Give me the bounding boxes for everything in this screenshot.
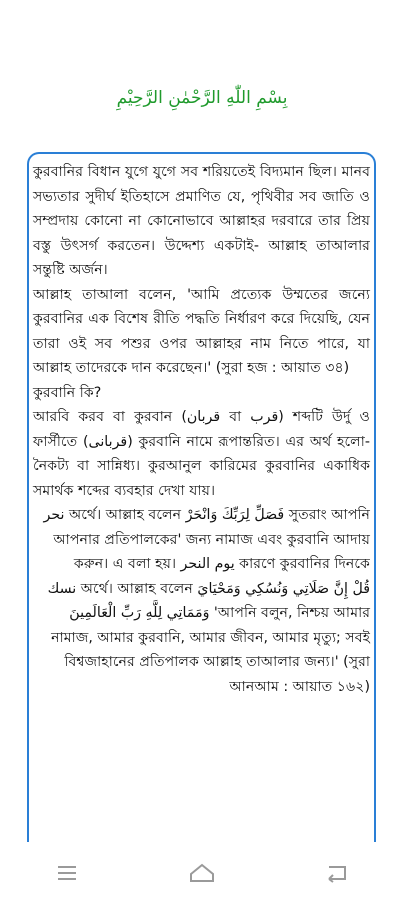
- menu-lines-icon: [56, 864, 78, 882]
- back-button[interactable]: [307, 853, 367, 893]
- home-icon: [188, 862, 216, 884]
- recent-apps-button[interactable]: [37, 853, 97, 893]
- home-button[interactable]: [172, 853, 232, 893]
- paragraph-quote: আল্লাহ তাআলা বলেন, 'আমি প্রত্যেক উম্মতের জন্যে কুরবানির এক বিশেষ রীতি পদ্ধতি নির্ধারণ করে দিয়েছি, যেন তারা ওই সব পশুর ওপর আল্লাহর নাম নিতে পারে, যা আল্লাহ তাদেরকে দান করেছেন।' (সুরা হজ : আয়াত ৩৪): [33, 286, 370, 376]
- section-heading: কুরবানি কি?: [33, 384, 102, 401]
- back-icon: [325, 863, 349, 883]
- paragraph-etymology: আরবি করব বা কুরবান (قربان বা قرب) শব্দটি উর্দু ও ফার্সীতে (قربانی) কুরবানি নামে রূপান্তরিত। এর অর্থ হলো-নৈকট্য বা সান্নিধ্য। কুরআনুল কারিমের কুরবানির একাধিক সমার্থক শব্দের ব্যবহার দেখা যায়।: [33, 409, 370, 499]
- paragraph-intro: কুরবানির বিধান যুগে যুগে সব শরিয়তেই বিদ্যমান ছিল। মানব সভ্যতার সুদীর্ঘ ইতিহাসে প্রমাণিত যে, পৃথিবীর সব জাতি ও সম্প্রদায় কোনো না কোনোভাবে আল্লাহর দরবারে তার প্রিয় বস্তু উৎসর্গ করতেন। উদ্দেশ্য একটাই- আল্লাহ তাআলার সন্তুষ্টি অর্জন।: [33, 164, 370, 278]
- system-nav-bar: [0, 846, 404, 900]
- article-card[interactable]: [27, 152, 376, 842]
- article-body: [29, 154, 374, 699]
- bismillah-heading: بِسْمِ اللّٰهِ الرَّحْمٰنِ الرَّحِيْمِ: [116, 88, 288, 108]
- paragraph-nahr: نحر অর্থে। আল্লাহ বলেন فَصَلِّ لِرَبِّكَ وَانْحَرْ সুতরাং আপনি আপনার প্রতিপালকের' জন্য নামাজ এবং কুরবানি আদায় করুন। এ বলা হয়। يوم النحر কারণে কুরবানির দিনকে: [43, 507, 370, 572]
- paragraph-nusuk: نسك অর্থে। আল্লাহ বলেন قُلْ إِنَّ صَلَاتِي وَنُسُكِي وَمَحْيَايَ وَمَمَاتِي لِلَّهِ رَبِّ الْعَالَمِينَ 'আপনি বলুন, নিশ্চয় আমার নামাজ, আমার কুরবানি, আমার জীবন, আমার মৃত্যু; সবই বিশ্বজাহানের প্রতিপালক আল্লাহ তাআলার জন্য।' (সুরা আনআম : আয়াত ১৬২): [47, 580, 370, 695]
